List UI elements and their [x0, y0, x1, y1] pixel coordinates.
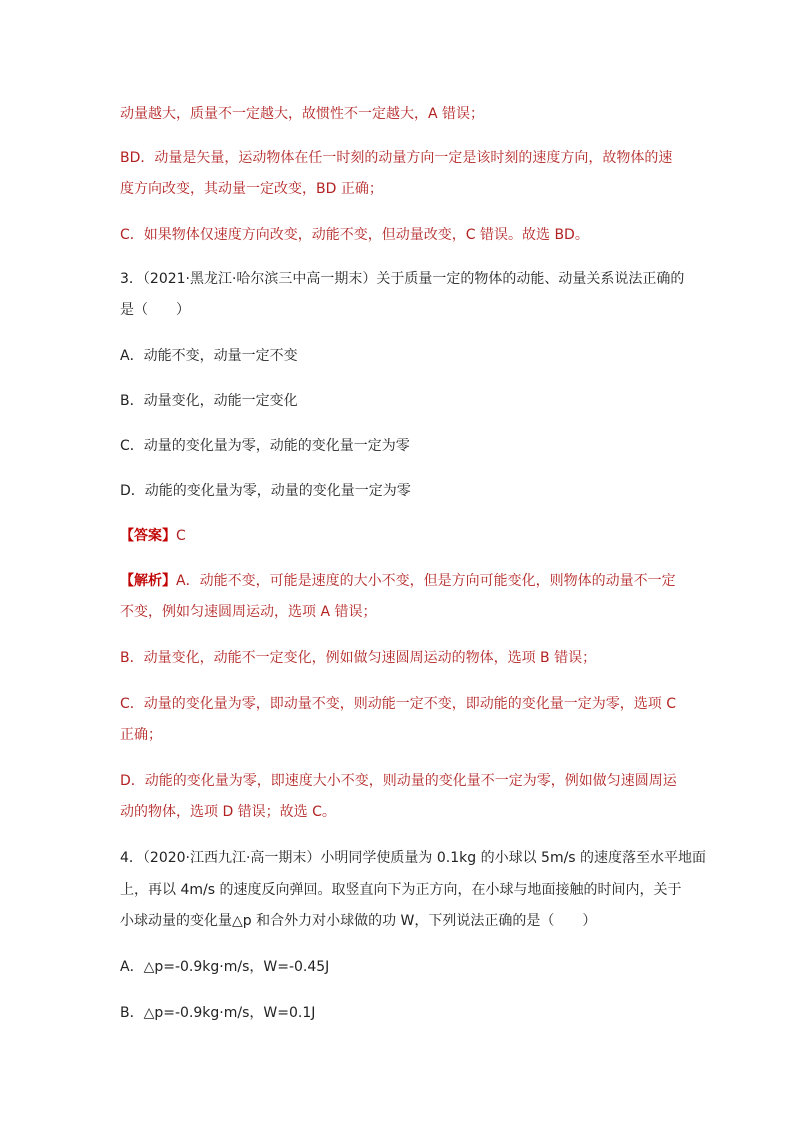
- q3-analysis-c-1: C．动量的变化量为零，即动量不变，则动能一定不变，即动能的变化量一定为零，选项 C: [120, 696, 676, 712]
- answer-value: C: [176, 528, 186, 544]
- analysis-a-text: A．动能不变，可能是速度的大小不变，但是方向可能变化，则物体的动量不一定: [176, 573, 676, 589]
- q3-analysis-a-2: 不变，例如匀速圆周运动，选项 A 错误；: [120, 604, 377, 620]
- analysis-line-c: C．如果物体仅速度方向改变，动能不变，但动量改变，C 错误。故选 BD。: [120, 227, 589, 243]
- q3-analysis-b: B．动量变化，动能不一定变化，例如做匀速圆周运动的物体，选项 B 错误；: [120, 650, 597, 666]
- q4-option-a: A．△p=-0.9kg·m/s，W=-0.45J: [120, 959, 330, 975]
- q3-option-a: A．动能不变，动量一定不变: [120, 348, 298, 364]
- analysis-line-mass-inertia: 动量越大，质量不一定越大，故惯性不一定越大，A 错误；: [120, 106, 485, 122]
- q3-analysis-c-2: 正确；: [120, 727, 162, 743]
- q3-option-c: C．动量的变化量为零，动能的变化量一定为零: [120, 438, 410, 454]
- q3-analysis-d-2: 动的物体，选项 D 错误；故选 C。: [120, 804, 336, 820]
- q4-stem-line-1: 4．（2020·江西九江·高一期末）小明同学使质量为 0.1kg 的小球以 5m/s 的速度落至水平地面: [120, 850, 707, 866]
- q3-analysis-d-1: D．动能的变化量为零，即速度大小不变，则动量的变化量不一定为零，例如做匀速圆周运: [120, 773, 677, 789]
- q4-stem-line-2: 上，再以 4m/s 的速度反向弹回。取竖直向下为正方向，在小球与地面接触的时间内，关于: [120, 882, 682, 898]
- answer-tag: 【答案】: [120, 528, 176, 544]
- q3-analysis-a-1: [120, 571, 676, 591]
- q3-answer: [120, 526, 186, 546]
- q3-stem-line-2: 是（ ）: [120, 302, 190, 318]
- q4-option-b: B．△p=-0.9kg·m/s，W=0.1J: [120, 1005, 316, 1021]
- q4-stem-line-3: 小球动量的变化量△p 和合外力对小球做的功 W，下列说法正确的是（ ）: [120, 913, 597, 929]
- analysis-line-bd-2: 度方向改变，其动量一定改变，BD 正确；: [120, 181, 383, 197]
- q3-option-b: B．动量变化，动能一定变化: [120, 393, 298, 409]
- analysis-line-bd-1: BD．动量是矢量，运动物体在任一时刻的动量方向一定是该时刻的速度方向，故物体的速: [120, 150, 673, 166]
- analysis-tag: 【解析】: [120, 573, 176, 589]
- q3-stem-line-1: 3．（2021·黑龙江·哈尔滨三中高一期末）关于质量一定的物体的动能、动量关系说法正确的: [120, 271, 685, 287]
- q3-option-d: D．动能的变化量为零，动量的变化量一定为零: [120, 483, 411, 499]
